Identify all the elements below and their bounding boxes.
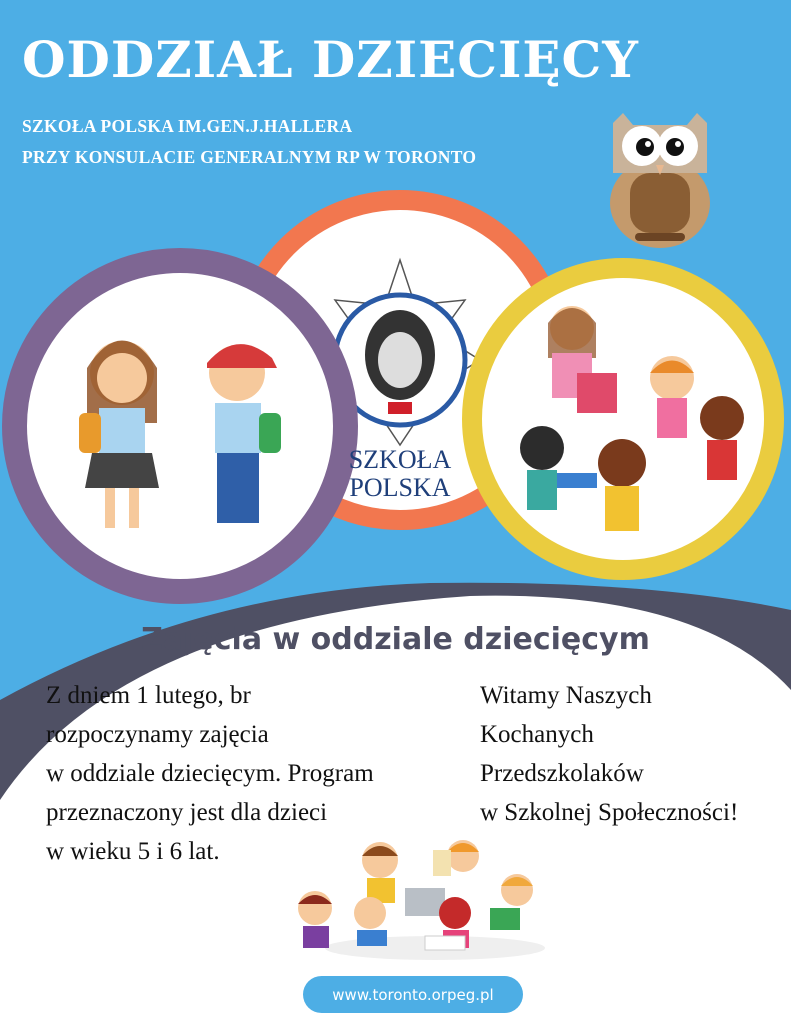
website-link-button[interactable]: www.toronto.orpeg.pl — [303, 976, 523, 1013]
welcome-line: Kochanych — [480, 721, 594, 748]
intro-line: Z dniem 1 lutego, br — [46, 682, 251, 709]
welcome-line: Witamy Naszych — [480, 682, 652, 709]
intro-line: rozpoczynamy zajęcia — [46, 721, 269, 748]
school-logo-text: SZKOŁA POLSKA — [348, 445, 452, 502]
welcome-text — [480, 676, 738, 832]
page-title: ODDZIAŁ DZIECIĘCY — [22, 30, 639, 89]
intro-line: w wieku 5 i 6 lat. — [46, 838, 220, 865]
kids-circle — [2, 248, 358, 604]
section-heading: Zajęcia w oddziale dziecięcym — [141, 622, 650, 657]
intro-line: w oddziale dziecięcym. Program — [46, 760, 374, 787]
school-location: PRZY KONSULACIE GENERALNYM RP W TORONTO — [22, 147, 477, 167]
children-illustration — [27, 273, 333, 579]
reading-children-illustration — [482, 278, 764, 560]
welcome-line: w Szkolnej Społeczności! — [480, 799, 739, 826]
reading-kids-circle — [462, 258, 784, 580]
school-name: SZKOŁA POLSKA IM.GEN.J.HALLERA — [22, 116, 353, 136]
intro-line: przeznaczony jest dla dzieci — [46, 799, 328, 826]
owl-illustration — [605, 113, 715, 248]
welcome-line: Przedszkolaków — [480, 760, 644, 787]
kids-learning-illustration — [285, 838, 555, 968]
